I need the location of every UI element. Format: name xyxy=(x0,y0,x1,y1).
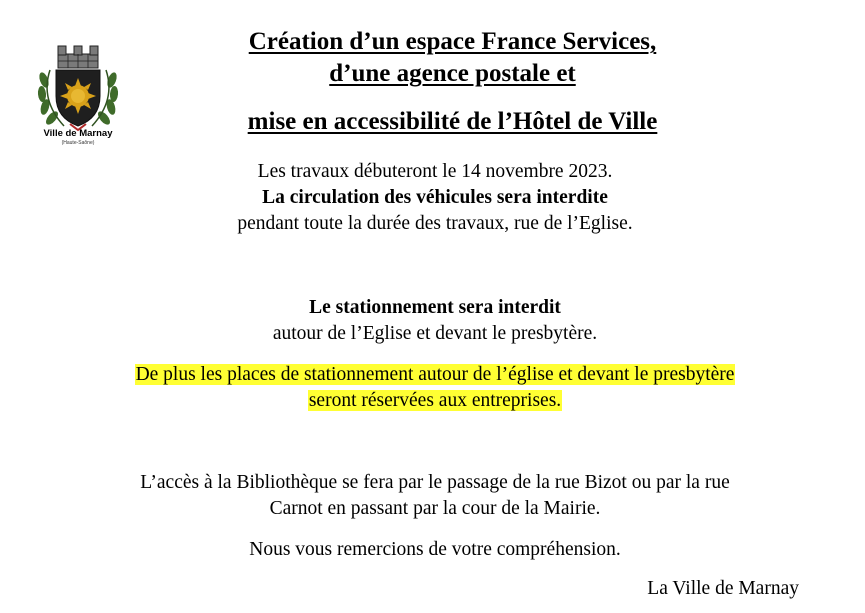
title-line-3: mise en accessibilité de l’Hôtel de Ville xyxy=(247,108,658,135)
town-logo xyxy=(30,40,126,152)
works-start-date: Les travaux débuteront le 14 novembre 2023. xyxy=(257,161,613,182)
thanks-message: Nous vous remercions de votre compréhension. xyxy=(249,539,621,560)
parking-ban-detail: autour de l’Eglise et devant le presbytère. xyxy=(272,323,598,344)
traffic-ban-detail: pendant toute la durée des travaux, rue de l’Eglise. xyxy=(237,213,633,234)
reserved-parking-line-2: seront réservées aux entreprises. xyxy=(308,390,562,411)
coat-of-arms-icon xyxy=(30,40,126,132)
library-access-line-1: L’accès à la Bibliothèque se fera par le passage de la rue Bizot ou par la rue xyxy=(140,472,730,493)
town-department: (Haute-Saône) xyxy=(61,140,95,146)
reserved-parking-line-1: De plus les places de stationnement autour de l’église et devant le presbytère xyxy=(135,364,735,385)
library-access-line-2: Carnot en passant par la cour de la Mairie. xyxy=(269,498,601,519)
town-name: Ville de Marnay xyxy=(43,128,113,139)
title-line-2: d’une agence postale et xyxy=(329,60,576,87)
reserved-parking-notice xyxy=(40,362,830,414)
library-access-notice xyxy=(40,470,830,522)
title-line-1: Création d’un espace France Services, xyxy=(248,28,657,55)
parking-notice xyxy=(185,295,685,347)
signature: La Ville de Marnay xyxy=(647,578,799,599)
works-notice xyxy=(185,159,685,237)
traffic-ban: La circulation des véhicules sera interdite xyxy=(262,187,608,208)
parking-ban: Le stationnement sera interdit xyxy=(309,297,561,318)
